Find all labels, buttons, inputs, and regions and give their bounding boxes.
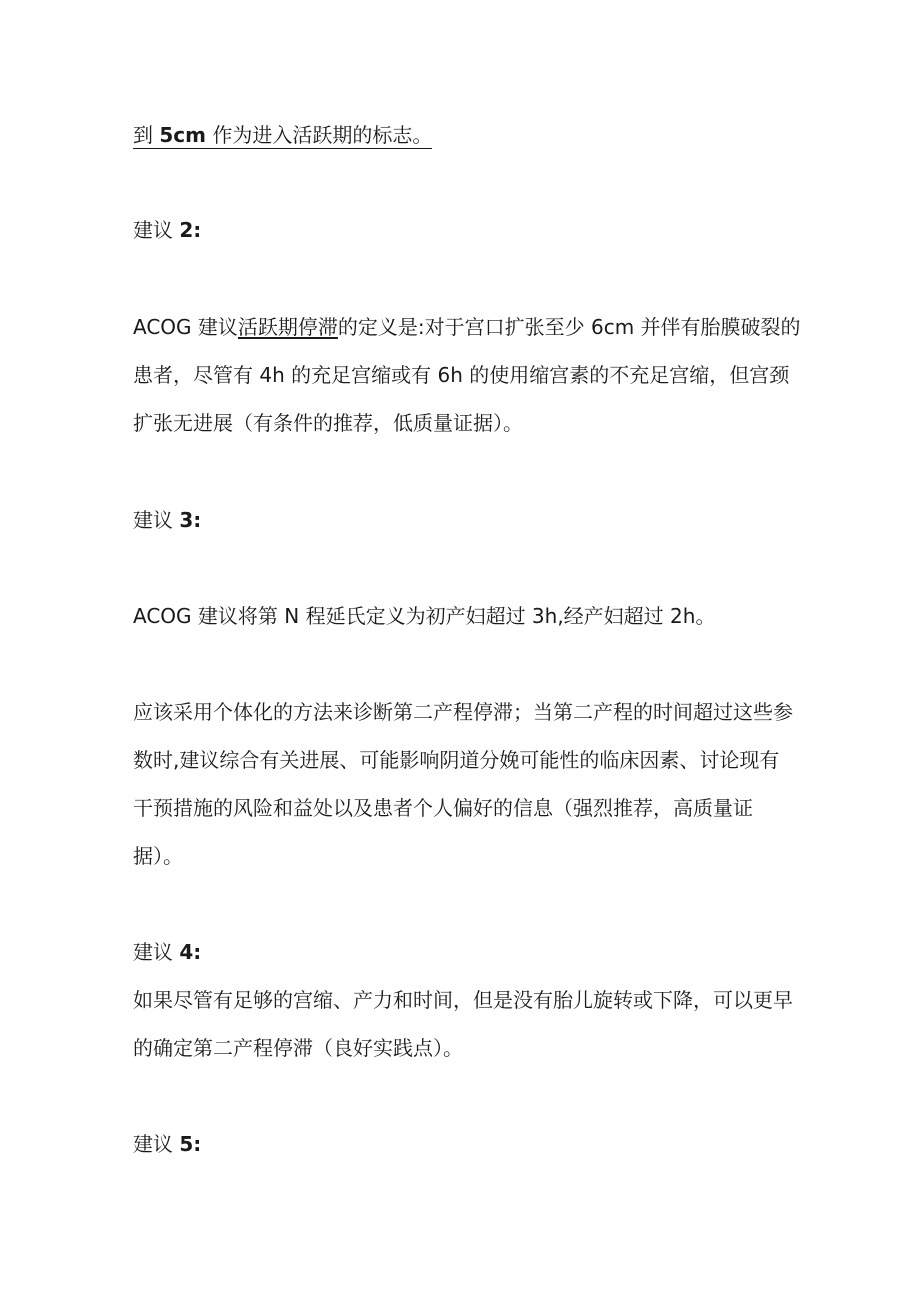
recommendation-3-paragraph-2-line-2: 数时,建议综合有关进展、可能影响阴道分娩可能性的临床因素、讨论现有 — [133, 748, 780, 772]
recommendation-3-heading — [133, 508, 201, 532]
line1-bold-value: 5cm — [159, 123, 206, 147]
underlined-term: 活跃期停滞 — [237, 315, 338, 339]
recommendation-3-paragraph-1: ACOG 建议将第 N 程延氏定义为初产妇超过 3h,经产妇超过 2h。 — [133, 604, 716, 628]
heading-label: 建议 — [133, 218, 180, 242]
recommendation-2-line-1 — [133, 315, 801, 339]
continuation-line — [133, 123, 432, 149]
recommendation-3-paragraph-2-line-3: 干预措施的风险和益处以及患者个人偏好的信息（强烈推荐，高质量证 — [133, 796, 753, 820]
text-segment: ACOG 建议 — [133, 315, 238, 339]
recommendation-2-line-3: 扩张无进展（有条件的推荐，低质量证据）。 — [133, 411, 523, 435]
text-segment: 的定义是:对于宫口扩张至少 6cm 并伴有胎膜破裂的 — [337, 315, 801, 339]
recommendation-2-line-2: 患者，尽管有 4h 的充足宫缩或有 6h 的使用缩宫素的不充足宫缩，但宫颈 — [133, 363, 790, 387]
recommendation-5-heading — [133, 1132, 201, 1156]
underlined-sentence — [133, 123, 432, 149]
heading-label: 建议 — [133, 1132, 180, 1156]
heading-label: 建议 — [133, 940, 180, 964]
heading-number: 2: — [179, 218, 202, 242]
line1-prefix: 到 — [133, 123, 160, 147]
recommendation-4-line-1: 如果尽管有足够的宫缩、产力和时间，但是没有胎儿旋转或下降，可以更早 — [133, 988, 793, 1012]
heading-number: 3: — [179, 508, 202, 532]
recommendation-4-line-2: 的确定第二产程停滞（良好实践点）。 — [133, 1036, 463, 1060]
heading-number: 5: — [179, 1132, 202, 1156]
heading-number: 4: — [179, 940, 202, 964]
line1-suffix: 作为进入活跃期的标志。 — [205, 123, 433, 147]
recommendation-3-paragraph-2-line-4: 据）。 — [133, 844, 183, 868]
recommendation-2-heading — [133, 218, 201, 242]
recommendation-4-heading — [133, 940, 201, 964]
heading-label: 建议 — [133, 508, 180, 532]
recommendation-3-paragraph-2-line-1: 应该采用个体化的方法来诊断第二产程停滞；当第二产程的时间超过这些参 — [133, 700, 793, 724]
